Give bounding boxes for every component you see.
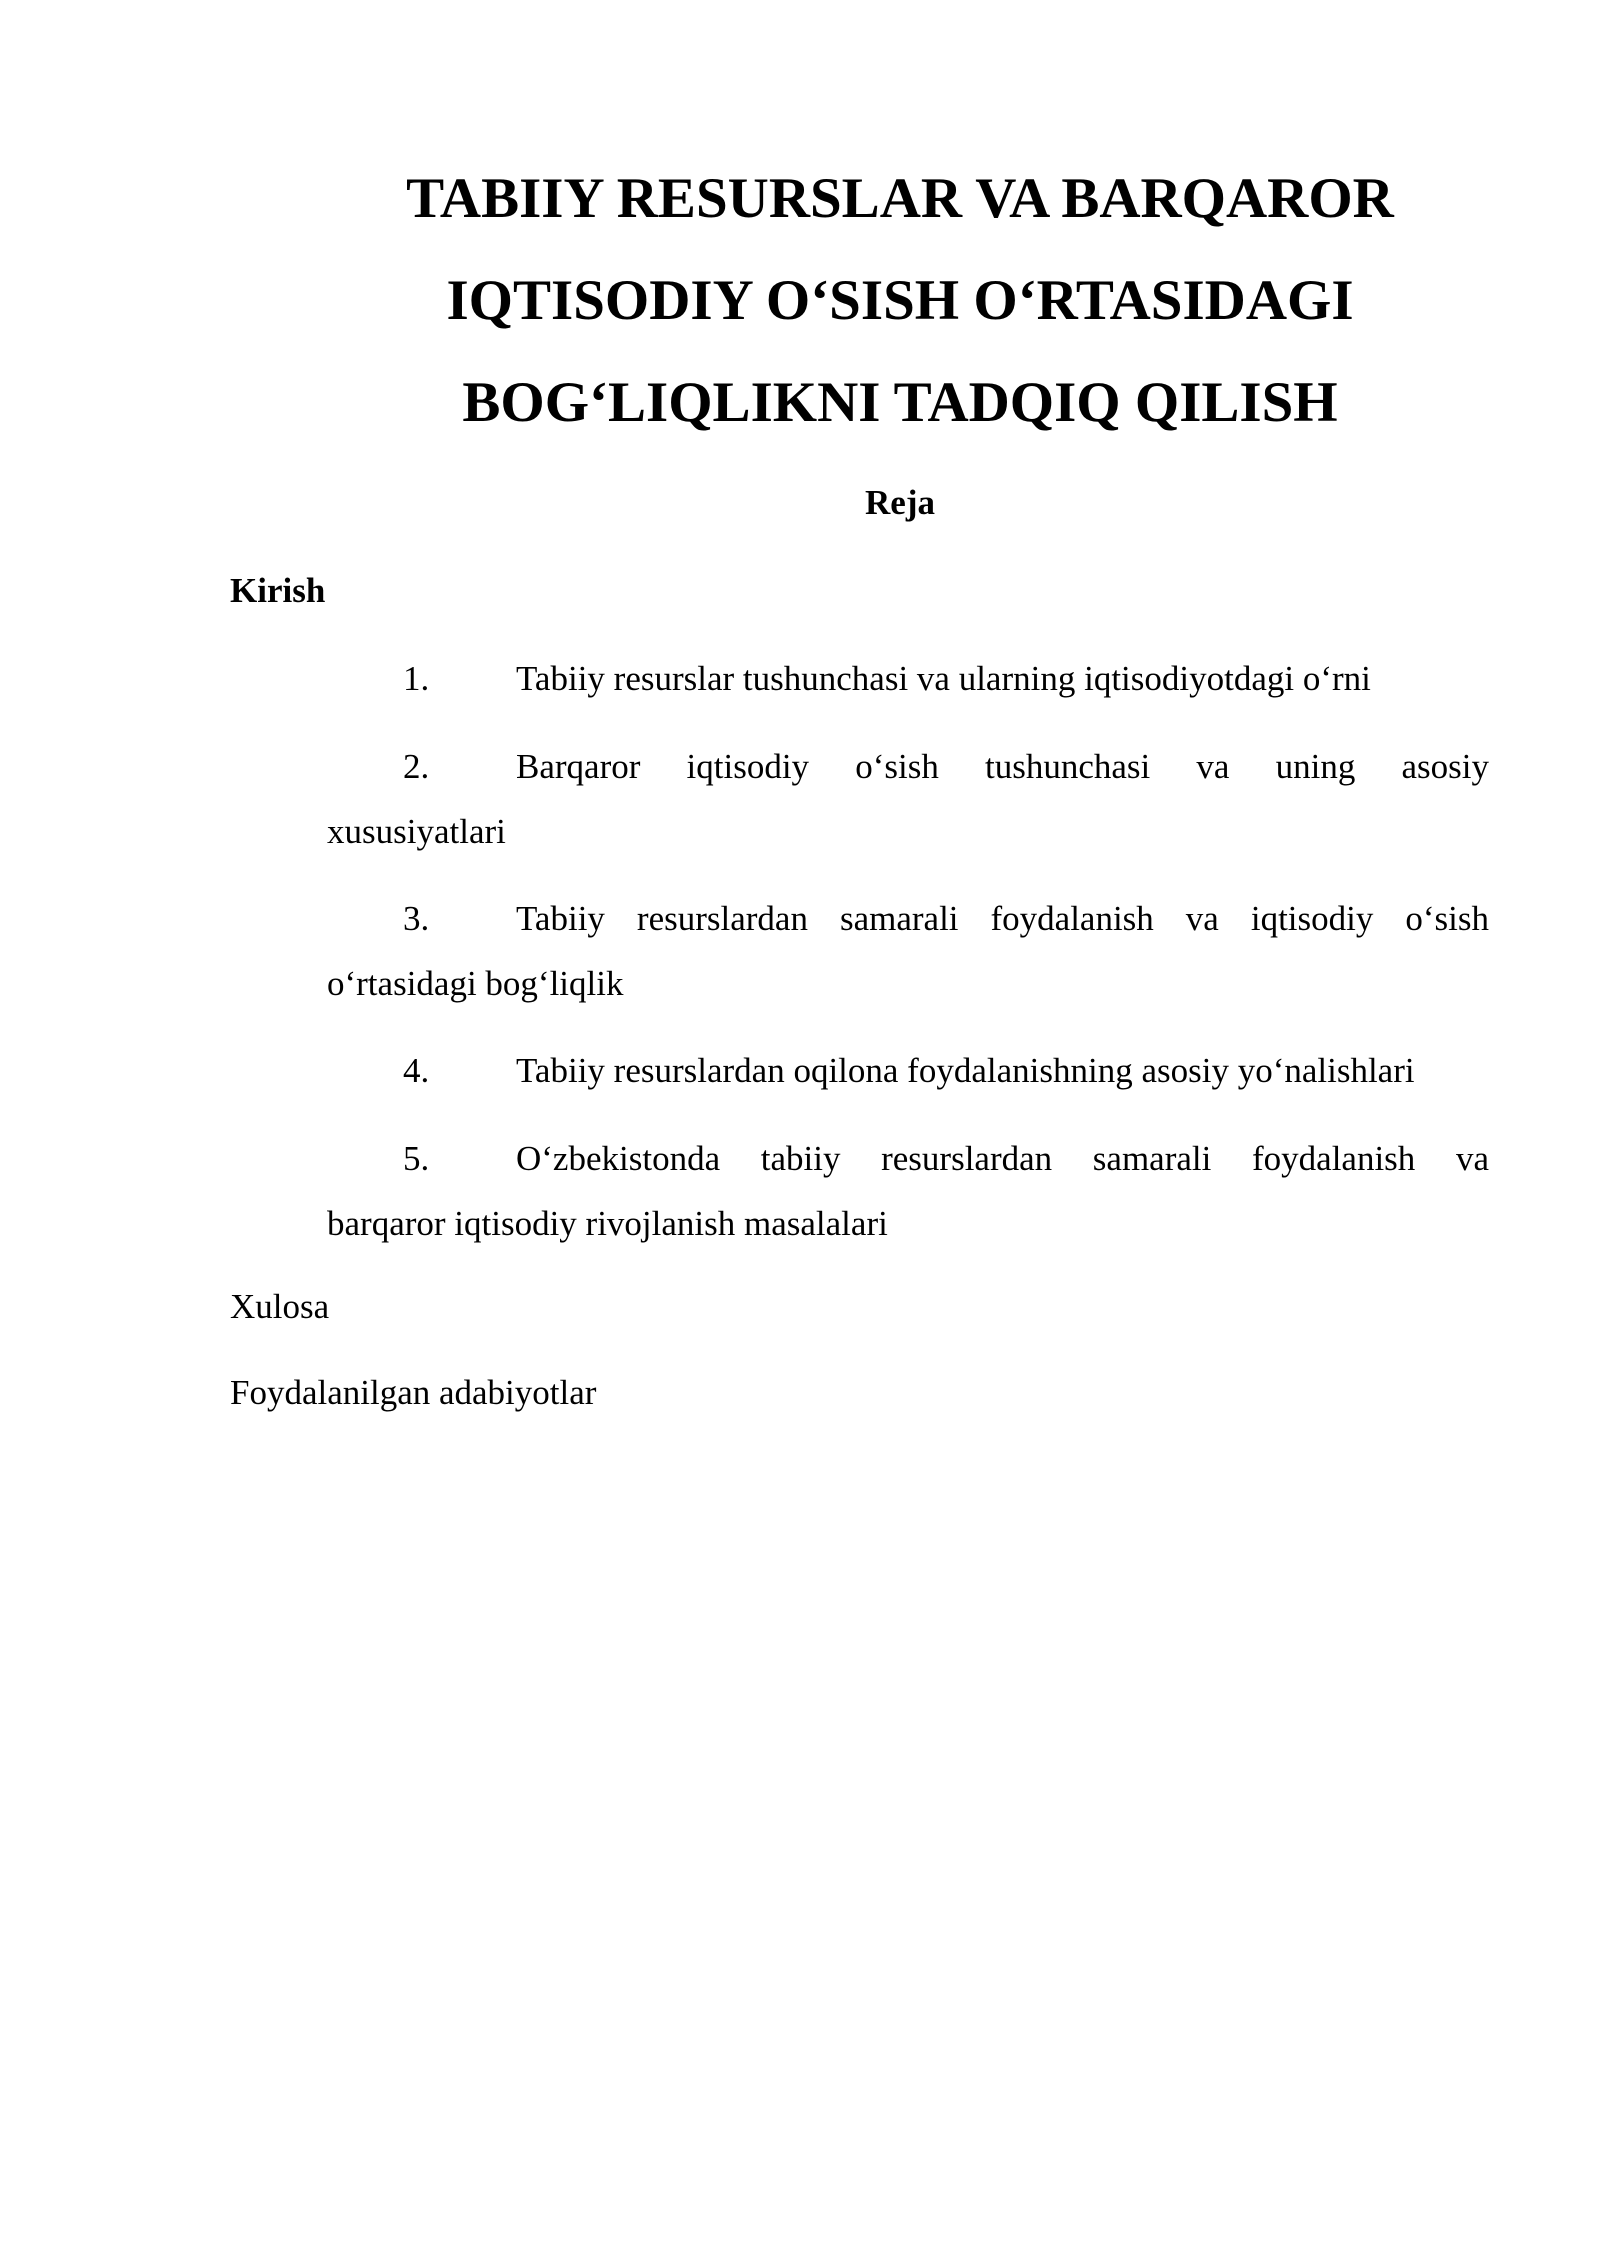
plan-item-1-line	[327, 646, 1489, 711]
plan-item-1-text: Tabiiy resurslar tushunchasi va ularning iqtisodiyotdagi o‘rni	[516, 659, 1371, 698]
references-heading: Foydalanilgan adabiyotlar	[230, 1373, 597, 1412]
title-line-1: TABIIY RESURSLAR VA BARQAROR	[406, 167, 1394, 230]
plan-item-5-number: 5.	[403, 1139, 430, 1178]
plan-item-3-text: Tabiiy resurslardan samarali foydalanish va iqtisodiy o‘sish	[516, 899, 1489, 938]
document-title	[380, 148, 1420, 454]
plan-item-5-line-2: barqaror iqtisodiy rivojlanish masalalari	[327, 1204, 888, 1243]
conclusion-heading: Xulosa	[230, 1287, 330, 1326]
plan-item-3-line-1	[327, 886, 1489, 951]
plan-item-4	[327, 1038, 1489, 1103]
plan-item-3	[327, 886, 1489, 1016]
plan-item-2-number: 2.	[403, 747, 430, 786]
plan-item-5	[327, 1126, 1489, 1256]
plan-item-3-line-2: o‘rtasidagi bog‘liqlik	[327, 964, 624, 1003]
plan-item-3-number: 3.	[403, 899, 430, 938]
title-line-3: BOG‘LIQLIKNI TADQIQ QILISH	[462, 371, 1338, 434]
plan-item-2-text: Barqaror iqtisodiy o‘sish tushunchasi va uning asosiy	[516, 747, 1489, 786]
plan-item-5-line-1	[327, 1126, 1489, 1191]
plan-item-5-text: O‘zbekistonda tabiiy resurslardan samarali foydalanish va	[516, 1139, 1489, 1178]
plan-item-4-text: Tabiiy resurslardan oqilona foydalanishning asosiy yo‘nalishlari	[516, 1051, 1415, 1090]
plan-item-1-number: 1.	[403, 659, 430, 698]
plan-item-2-line-2: xususiyatlari	[327, 812, 506, 851]
plan-item-4-line	[327, 1038, 1489, 1103]
intro-heading: Kirish	[230, 571, 326, 610]
title-line-2: IQTISODIY O‘SISH O‘RTASIDAGI	[446, 269, 1354, 332]
plan-heading: Reja	[865, 483, 935, 522]
plan-item-2-line-1	[327, 734, 1489, 799]
plan-item-4-number: 4.	[403, 1051, 430, 1090]
plan-item-2	[327, 734, 1489, 864]
plan-item-1	[327, 646, 1489, 711]
